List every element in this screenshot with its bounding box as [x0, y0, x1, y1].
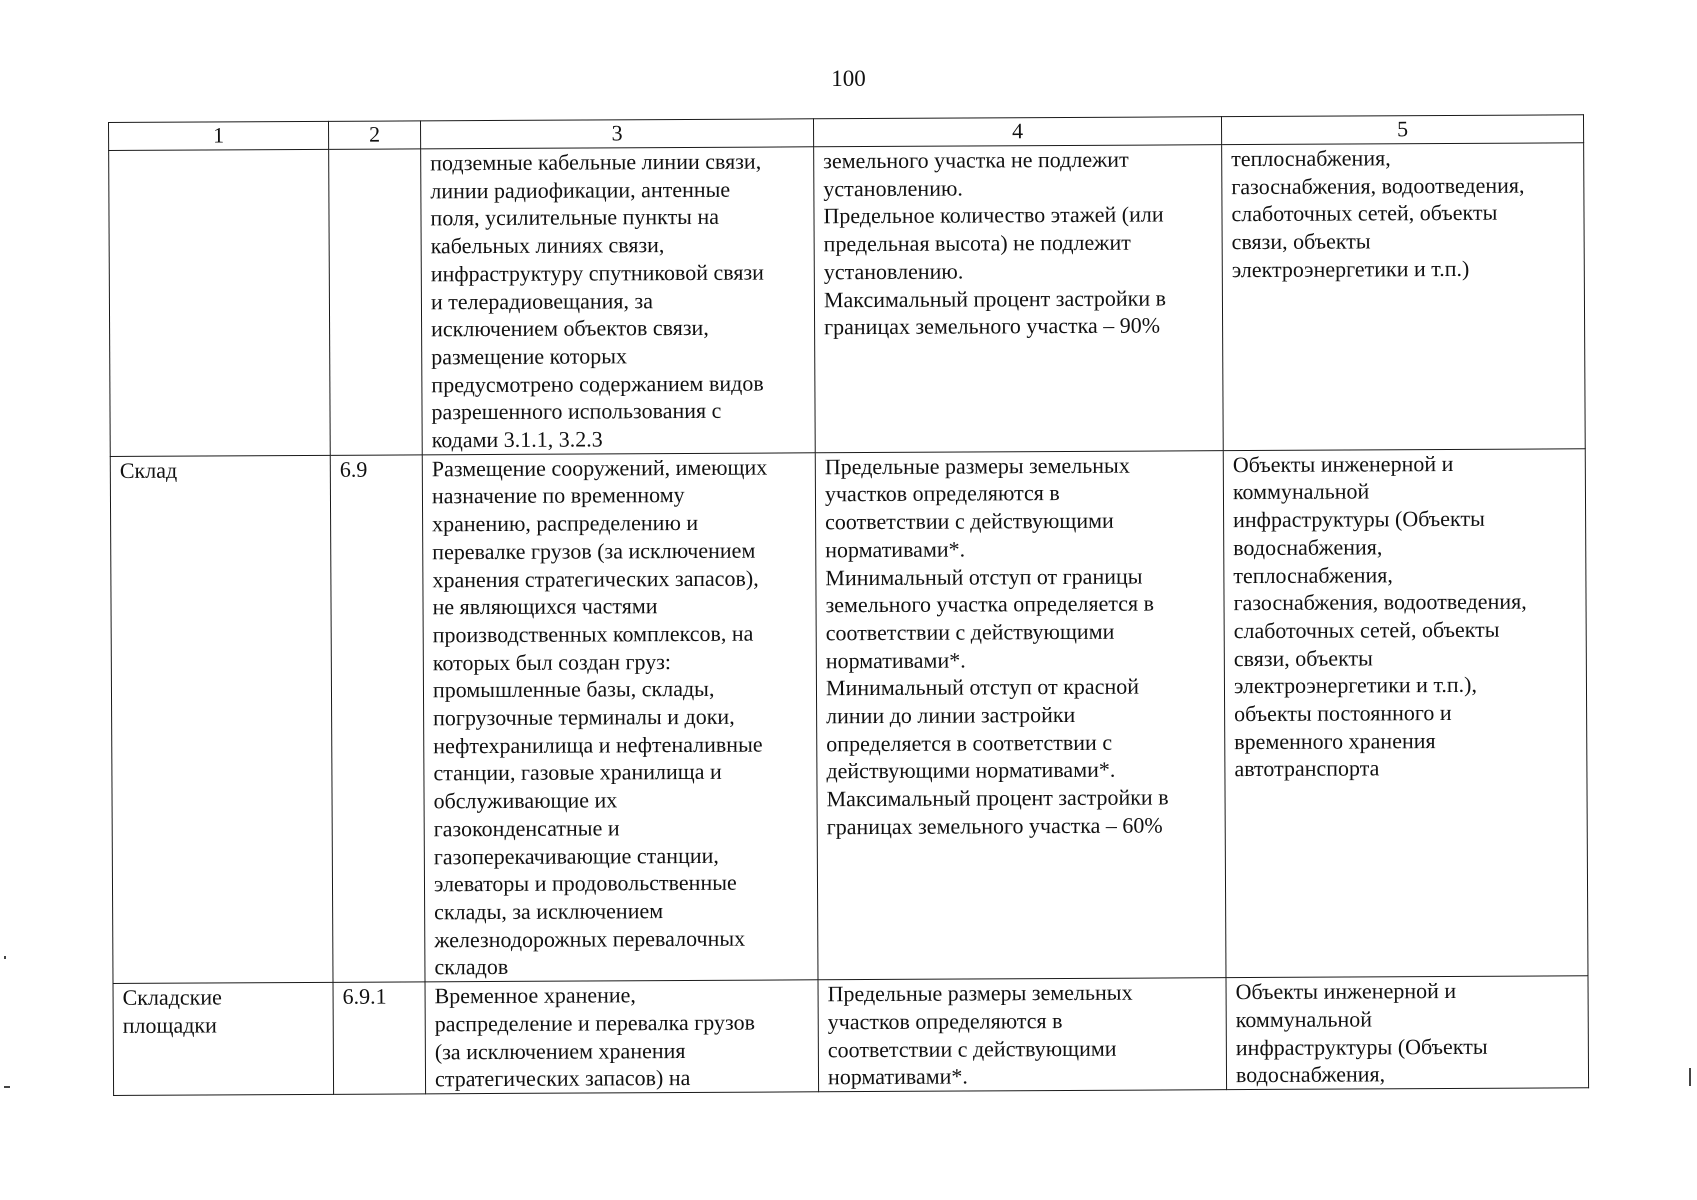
scan-speck	[4, 1086, 10, 1088]
row-1-use-type	[109, 149, 331, 456]
header-col-3: 3	[420, 119, 813, 149]
land-use-table	[108, 114, 1589, 1096]
row-2-code: 6.9	[330, 455, 425, 983]
row-2-auxiliary: Объекты инженерной и коммунальной инфраструктуры (Объекты водоснабжения, теплоснабжения, газоснабжения, водоотведения, слаботочных сетей, объекты связи, объекты электроэнергетики и т.п.), объекты постоянного и временного хранения автотранспорта	[1223, 449, 1588, 978]
scan-speck	[4, 956, 6, 959]
row-2-parameters: Предельные размеры земельных участков определяются в соответствии с действующими нормативами*. Минимальный отступ от границы земельного участка определяется в соответствии с действующими нормативами*. Минимальный отступ от красной линии до линии застройки определяется в соответствии с действующими нормативами*. Максимальный процент застройки в границах земельного участка – 60%	[815, 450, 1226, 979]
header-col-1: 1	[109, 121, 329, 150]
row-3-code: 6.9.1	[333, 982, 426, 1094]
row-3-description: Временное хранение, распределение и перевалка грузов (за исключением хранения стратегических запасов) на	[425, 980, 819, 1094]
table-row	[110, 449, 1588, 984]
header-col-2: 2	[328, 121, 420, 149]
header-col-4: 4	[813, 117, 1221, 147]
page-number: 100	[831, 66, 866, 91]
row-3-use-type: Складские площадки	[113, 982, 334, 1095]
row-1-parameters: земельного участка не подлежит установлению. Предельное количество этажей (или предельная высота) не подлежит установлению. Максимальный процент застройки в границах земельного участка – 90%	[814, 145, 1224, 453]
land-use-table-container	[108, 114, 1588, 1096]
row-1-description: подземные кабельные линии связи, линии радиофикации, антенные поля, усилительные пункты на кабельных линиях связи, инфраструктуру спутниковой связи и телерадиовещания, за исключением объектов связи, размещение которых предусмотрено содержанием видов разрешенного использования с кодами 3.1.1, 3.2.3	[421, 147, 816, 455]
row-2-description: Размещение сооружений, имеющих назначение по временному хранению, распределению и перевалке грузов (за исключением хранения стратегических запасов), не являющихся частями производственных комплексов, на которых был создан груз: промышленные базы, склады, погрузочные терминалы и доки, нефтехранилища и нефтеналивные станции, газовые хранилища и обслуживающие их газоконденсатные и газоперекачивающие станции, элеваторы и продовольственные склады, за исключением железнодорожных перевалочных складов	[422, 453, 818, 982]
scan-speck	[1689, 1068, 1691, 1086]
header-col-5: 5	[1221, 115, 1583, 145]
row-2-use-type: Склад	[110, 455, 333, 984]
table-row	[109, 143, 1586, 456]
row-1-auxiliary: теплоснабжения, газоснабжения, водоотведения, слаботочных сетей, объекты связи, объекты электроэнергетики и т.п.)	[1222, 143, 1586, 451]
row-3-parameters: Предельные размеры земельных участков определяются в соответствии с действующими нормативами*.	[818, 978, 1227, 1092]
row-1-code	[329, 149, 423, 455]
table-row	[113, 976, 1589, 1096]
row-3-auxiliary: Объекты инженерной и коммунальной инфраструктуры (Объекты водоснабжения,	[1226, 976, 1589, 1090]
